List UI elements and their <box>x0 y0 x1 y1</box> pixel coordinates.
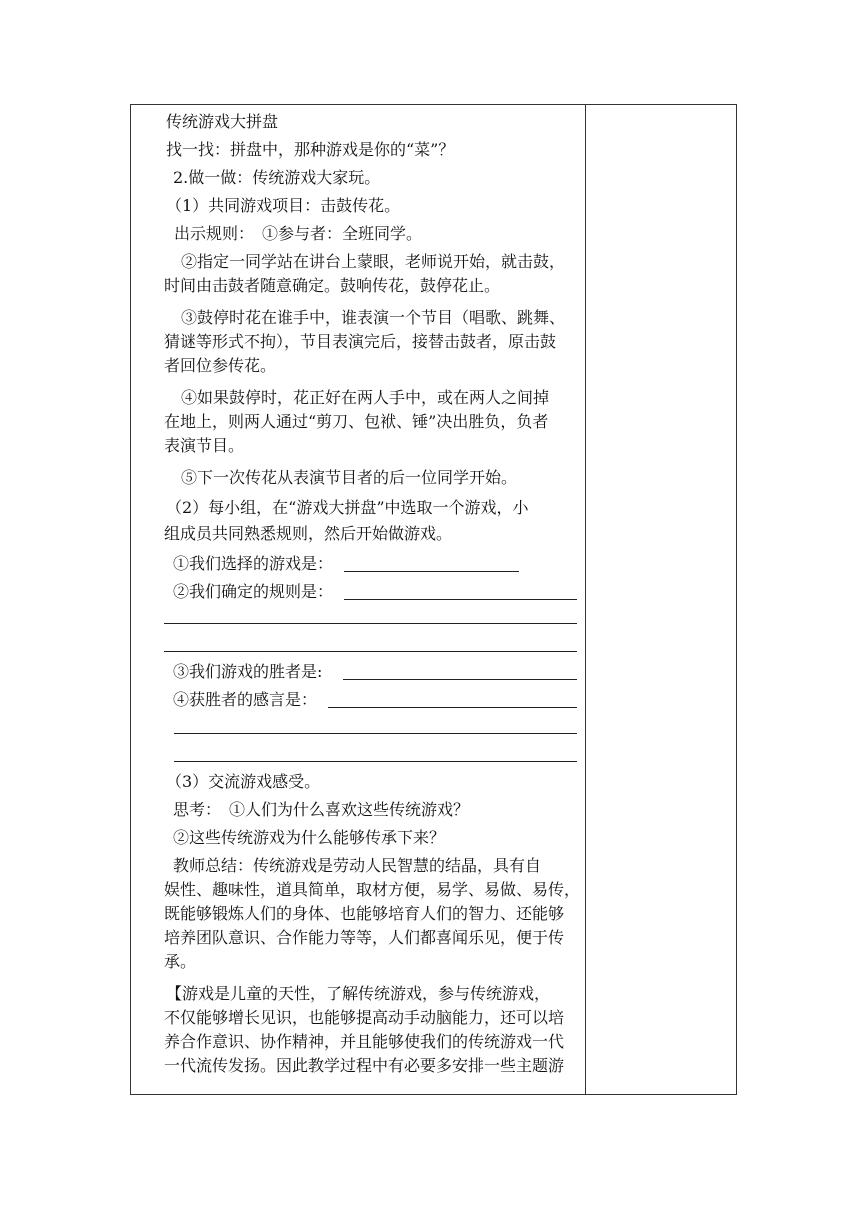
item-1: （1）共同游戏项目：击鼓传花。 <box>166 196 401 215</box>
answer-blank-4b <box>174 733 577 734</box>
question-1-label: ①我们选择的游戏是： <box>173 554 334 573</box>
main-content-cell <box>131 105 585 1094</box>
answer-blank-3 <box>343 679 577 680</box>
item-3: （3）交流游戏感受。 <box>166 772 321 791</box>
summary-line-4: 培养团队意识、合作能力等等，人们都喜闻乐见，便于传 <box>164 928 565 947</box>
item-2-line-2: 组成员共同熟悉规则，然后开始做游戏。 <box>164 524 453 543</box>
answer-blank-4 <box>328 707 577 708</box>
note-line-1: 【游戏是儿童的天性，了解传统游戏，参与传统游戏， <box>166 984 551 1003</box>
summary-line-3: 既能够锻炼人们的身体、也能够培育人们的智力、还能够 <box>164 904 565 923</box>
rule-2-line-1: ②指定一同学站在讲台上蒙眼，老师说开始，就击鼓， <box>181 252 566 271</box>
question-2-label: ②我们确定的规则是： <box>173 582 334 601</box>
rule-3-line-3: 者回位参传花。 <box>164 356 277 375</box>
answer-blank-4c <box>174 761 577 762</box>
think-2: ②这些传统游戏为什么能够传承下来？ <box>173 828 446 847</box>
note-line-4: 一代流传发扬。因此教学过程中有必要多安排一些主题游 <box>164 1056 565 1075</box>
item-2-line-1: （2）每小组，在“游戏大拼盘”中选取一个游戏，小 <box>166 498 529 517</box>
answer-blank-1 <box>344 571 519 572</box>
summary-line-2: 娱性、趣味性，道具简单，取材方便，易学、易做、易传， <box>164 880 581 899</box>
rule-5: ⑤下一次传花从表演节目者的后一位同学开始。 <box>181 468 518 487</box>
summary-line-1: 教师总结：传统游戏是劳动人民智慧的结晶，具有自 <box>173 856 542 875</box>
question-3-label: ③我们游戏的胜者是: <box>173 662 323 681</box>
rule-4-line-3: 表演节目。 <box>164 436 245 455</box>
rule-4-line-1: ④如果鼓停时，花正好在两人手中，或在两人之间掉 <box>181 388 550 407</box>
note-line-3: 养合作意识、协作精神，并且能够使我们的传统游戏一代 <box>164 1032 565 1051</box>
rule-4-line-2: 在地上，则两人通过“剪刀、包袱、锤”决出胜负，负者 <box>164 412 549 431</box>
question-4-label: ④获胜者的感言是： <box>173 690 318 709</box>
rule-3-line-2: 猜谜等形式不拘），节目表演完后，接替击鼓者，原击鼓 <box>164 332 557 351</box>
section-title: 传统游戏大拼盘 <box>166 112 279 131</box>
rule-3-line-1: ③鼓停时花在谁手中，谁表演一个节目（唱歌、跳舞、 <box>181 308 566 327</box>
note-line-2: 不仅能够增长见识，也能够提高动手动脑能力，还可以培 <box>164 1008 565 1027</box>
find-prompt: 找一找：拼盘中，那种游戏是你的“菜”？ <box>166 140 455 159</box>
rule-2-line-2: 时间由击鼓者随意确定。鼓响传花，鼓停花止。 <box>164 276 501 295</box>
summary-line-5: 承。 <box>164 952 197 971</box>
column-divider <box>585 105 586 1094</box>
answer-blank-2b <box>164 623 577 624</box>
answer-blank-2 <box>344 599 577 600</box>
lesson-table <box>130 104 737 1095</box>
think-1: 思考： ①人们为什么喜欢这些传统游戏？ <box>173 800 470 819</box>
do-heading: 2.做一做：传统游戏大家玩。 <box>173 168 381 187</box>
rules-heading: 出示规则： ①参与者：全班同学。 <box>174 224 423 243</box>
answer-blank-2c <box>164 651 577 652</box>
